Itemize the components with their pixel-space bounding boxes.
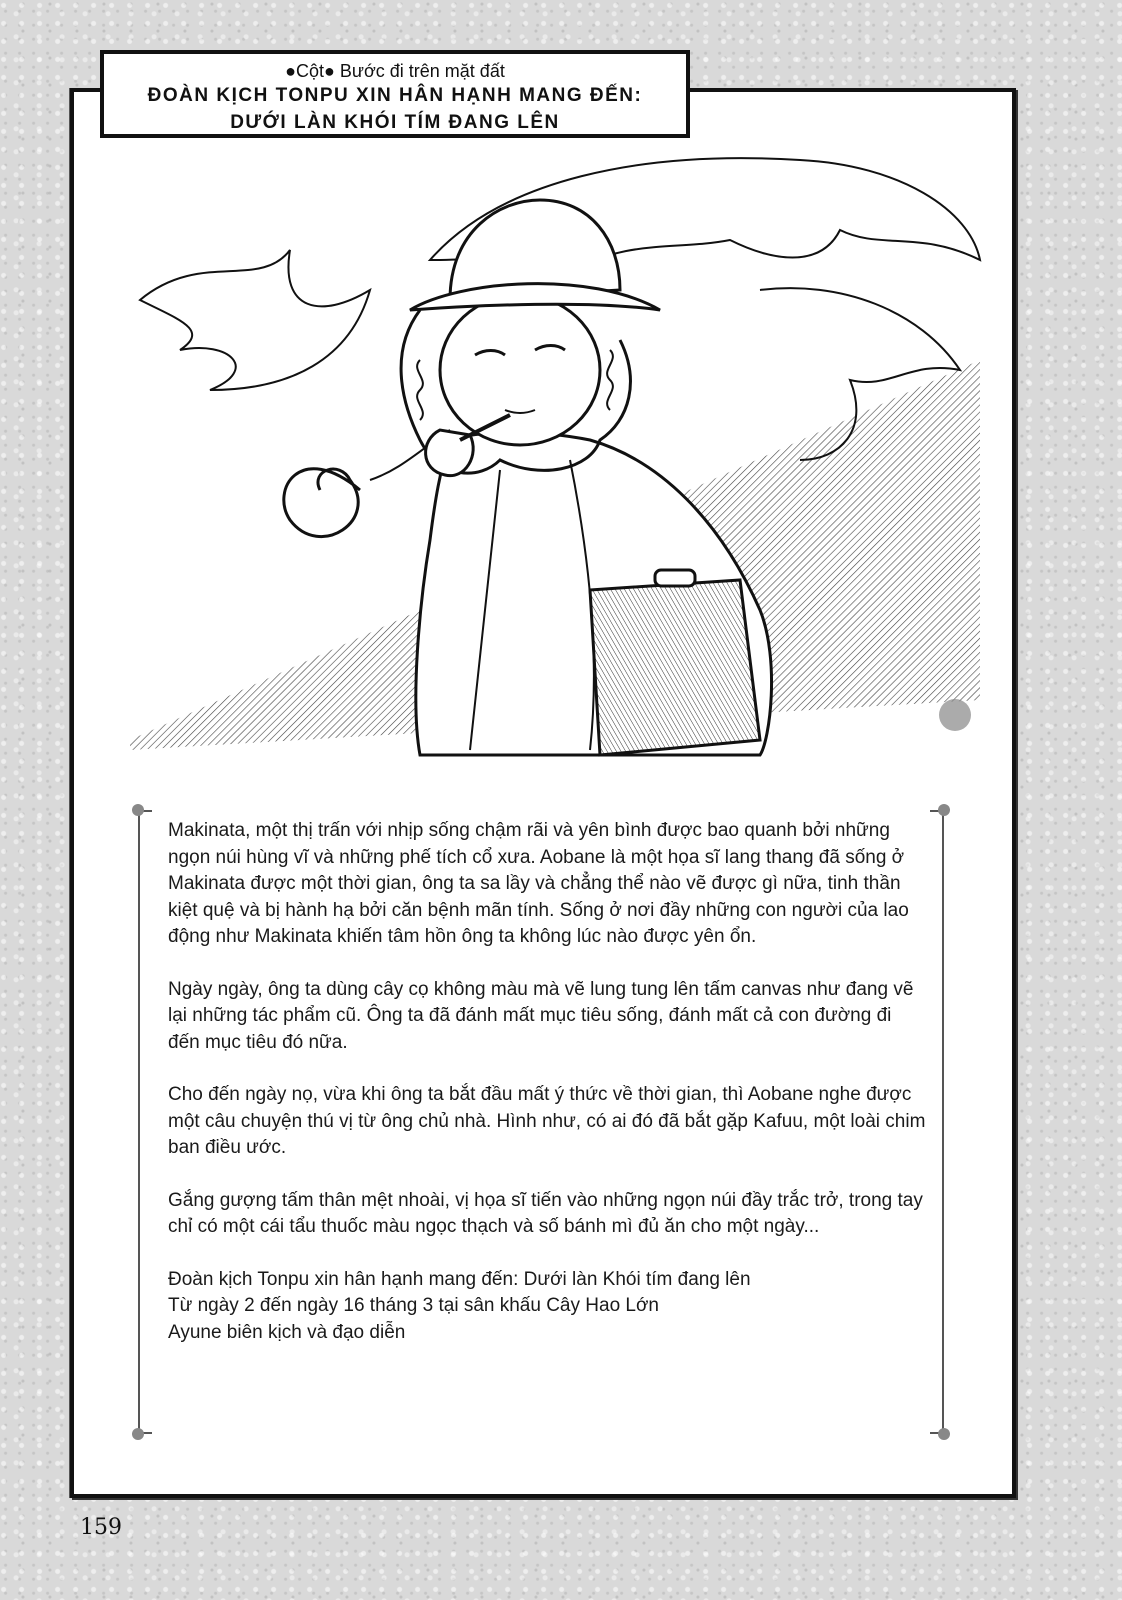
paragraph: Cho đến ngày nọ, vừa khi ông ta bắt đầu mất ý thức về thời gian, thì Aobane nghe được một câu chuyện thú vị từ ông chủ nhà. Hình như, có ai đó đã bắt gặp Kafuu, một loài chim ban điều ước. [168, 1084, 926, 1158]
bracket-knob [938, 1428, 950, 1440]
bracket-knob [132, 804, 144, 816]
title-plaque [100, 50, 690, 138]
case [590, 580, 760, 755]
credit-line: Ayune biên kịch và đạo diễn [168, 1321, 406, 1343]
credit-line: Đoàn kịch Tonpu xin hân hạnh mang đến: Dưới làn Khói tím đang lên [168, 1268, 751, 1290]
text-bracket-right [930, 810, 944, 1434]
text-bracket-left [138, 810, 152, 1434]
title-line-2: DƯỚI LÀN KHÓI TÍM ĐANG LÊN [230, 112, 560, 133]
smoke-swirl [284, 469, 360, 537]
title-line-1: ĐOÀN KỊCH TONPU XIN HÂN HẠNH MANG ĐẾN: [147, 85, 643, 106]
paragraph: Gắng gượng tấm thân mệt nhoài, vị họa sĩ tiến vào những ngọn núi đầy trắc trở, trong tay chỉ có một cái tẩu thuốc màu ngọc thạch và số bánh mì đủ ăn cho một ngày... [168, 1189, 923, 1237]
bracket-knob [938, 804, 950, 816]
article-body [168, 818, 928, 1346]
face [440, 295, 600, 445]
bracket-knob [132, 1428, 144, 1440]
paragraph: Makinata, một thị trấn với nhịp sống chậm rãi và yên bình được bao quanh bởi những ngọn núi hùng vĩ và những phế tích cổ xưa. Aobane là một họa sĩ lang thang đã sống ở Makinata được một thời gian, ông ta sa lầy và chẳng thể nào vẽ được gì nữa, tinh thần kiệt quệ và bị hành hạ bởi căn bệnh mãn tính. Sống ở nơi đầy những con người của lao động như Makinata khiến tâm hồn ông ta không lúc nào được yên ổn. [168, 820, 909, 947]
illustration-painter [120, 140, 990, 760]
credits [168, 1267, 928, 1347]
illustration-svg [120, 140, 990, 760]
artist-seal [939, 699, 971, 731]
credit-line: Từ ngày 2 đến ngày 16 tháng 3 tại sân khấu Cây Hao Lớn [168, 1295, 660, 1316]
page-number: 159 [80, 1515, 122, 1540]
smoke-wing-left [140, 250, 370, 390]
paragraph: Ngày ngày, ông ta dùng cây cọ không màu mà vẽ lung tung lên tấm canvas như đang vẽ lại những tác phẩm cũ. Ông ta đã đánh mất mục tiêu sống, đánh mất cả con đường đi đến mục tiêu đó nữa. [168, 978, 914, 1053]
column-tag: ●Cột● Bước đi trên mặt đất [285, 61, 505, 81]
case-handle [655, 570, 695, 586]
